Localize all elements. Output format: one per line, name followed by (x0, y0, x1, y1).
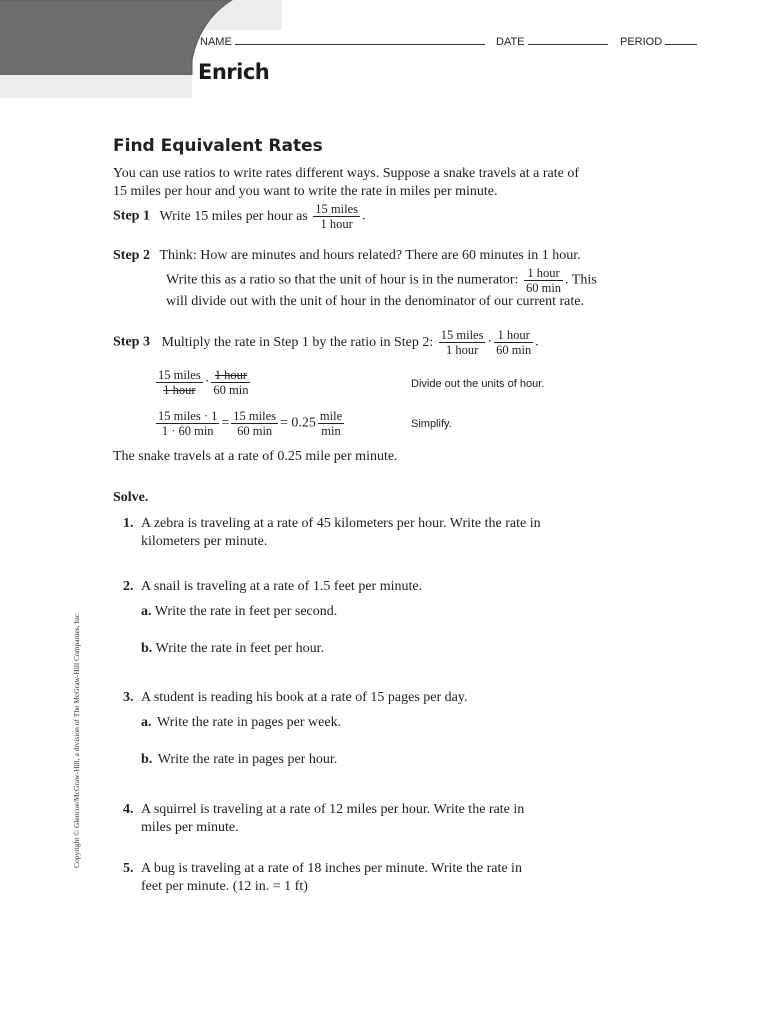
date-field[interactable] (496, 34, 608, 48)
period-field[interactable] (620, 34, 697, 48)
section-title: Find Equivalent Rates (113, 136, 323, 156)
step-3-label: Step 3 (113, 334, 150, 350)
name-label: NAME (200, 36, 232, 48)
question-2: 2. A snail is traveling at a rate of 1.5 feet per minute. (123, 579, 423, 594)
step-3-fraction-1: $\frac{\text{15 miles}}{\text{1 hour}}$ (440, 328, 484, 357)
step-1: Step 1 Write 15 miles per hour as $\frac{\text{15 miles}}{\text{1 hour}}$ . (113, 202, 366, 231)
work-row-2-fraction-3: $\frac{\text{mile}}{\min}$ (319, 409, 343, 438)
step-2-label: Step 2 (113, 248, 150, 263)
step-2-line-2: Write this as a ratio so that the unit of hour is in the numerator: $\frac{\text{1 hour}}{60 \min}$ . This (166, 266, 597, 295)
question-4-line-2: miles per minute. (141, 820, 239, 835)
period-label: PERIOD (620, 36, 663, 48)
name-field[interactable] (200, 34, 485, 48)
question-2b: b. Write the rate in feet per hour. (141, 641, 325, 656)
question-3a: a. Write the rate in pages per week. (141, 715, 342, 730)
copyright-notice: Copyright © Glencoe/McGraw-Hill, a division of The McGraw-Hill Companies, Inc. (72, 612, 81, 868)
work-row-2-note: Simplify. (411, 418, 452, 430)
work-row-1: $\frac{\text{15 miles}}{\text{1 hour}}$ · $\frac{\text{1 hour}}{60 \min}$ (158, 368, 249, 397)
work-row-1-fraction-2: $\frac{\text{1 hour}}{60 \min}$ (213, 368, 249, 397)
header-tab-graphic (0, 0, 768, 100)
work-row-1-note: Divide out the units of hour. (411, 378, 545, 390)
question-2a: a. Write the rate in feet per second. (141, 604, 338, 619)
date-label: DATE (496, 36, 525, 48)
step-1-text: Write 15 miles per hour as (159, 208, 308, 224)
step-3: Step 3 Multiply the rate in Step 1 by the ratio in Step 2: $\frac{\text{15 miles}}{\text{1 hour}}$ · $\frac{\text{1 hour}}{60 \min}$ . (113, 328, 539, 357)
step-1-fraction: $\frac{\text{15 miles}}{\text{1 hour}}$ (315, 202, 359, 231)
conclusion: The snake travels at a rate of 0.25 mile per minute. (113, 449, 398, 464)
question-3: 3. A student is reading his book at a rate of 15 pages per day. (123, 690, 468, 705)
step-2-line-1: Step 2 Think: How are minutes and hours related? There are 60 minutes in 1 hour. (113, 248, 581, 263)
step-1-label: Step 1 (113, 208, 150, 224)
question-5-line-2: feet per minute. (12 in. = 1 ft) (141, 879, 308, 894)
work-row-2-fraction-1: $\frac{\text{15 miles · 1}}{1 \cdot 60 \min}$ (158, 409, 218, 438)
solve-label: Solve. (113, 490, 149, 505)
question-1-line-2: kilometers per minute. (141, 534, 268, 549)
work-row-1-fraction-1: $\frac{\text{15 miles}}{\text{1 hour}}$ (158, 368, 201, 397)
question-4: 4. A squirrel is traveling at a rate of 12 miles per hour. Write the rate in (123, 802, 525, 817)
work-row-2: $\frac{\text{15 miles · 1}}{1 \cdot 60 \min}$ = $\frac{\text{15 miles}}{60 \min}$ = 0.25 $\frac{\text{mile}}{\min}$ (158, 409, 343, 438)
step-3-fraction-2: $\frac{\text{1 hour}}{60 \min}$ (496, 328, 532, 357)
question-3b: b. Write the rate in pages per hour. (141, 752, 338, 767)
intro-line-1: You can use ratios to write rates different ways. Suppose a snake travels at a rate of (113, 166, 580, 181)
step-2-fraction: $\frac{\text{1 hour}}{60 \min}$ (525, 266, 562, 295)
step-2-line-3: will divide out with the unit of hour in the denominator of our current rate. (166, 294, 584, 309)
tab-title: Enrich (198, 60, 270, 84)
intro-line-2: 15 miles per hour and you want to write the rate in miles per minute. (113, 184, 498, 199)
question-5: 5. A bug is traveling at a rate of 18 inches per minute. Write the rate in (123, 861, 522, 876)
question-1: 1. A zebra is traveling at a rate of 45 kilometers per hour. Write the rate in (123, 516, 541, 531)
work-row-2-fraction-2: $\frac{\text{15 miles}}{60 \min}$ (233, 409, 276, 438)
